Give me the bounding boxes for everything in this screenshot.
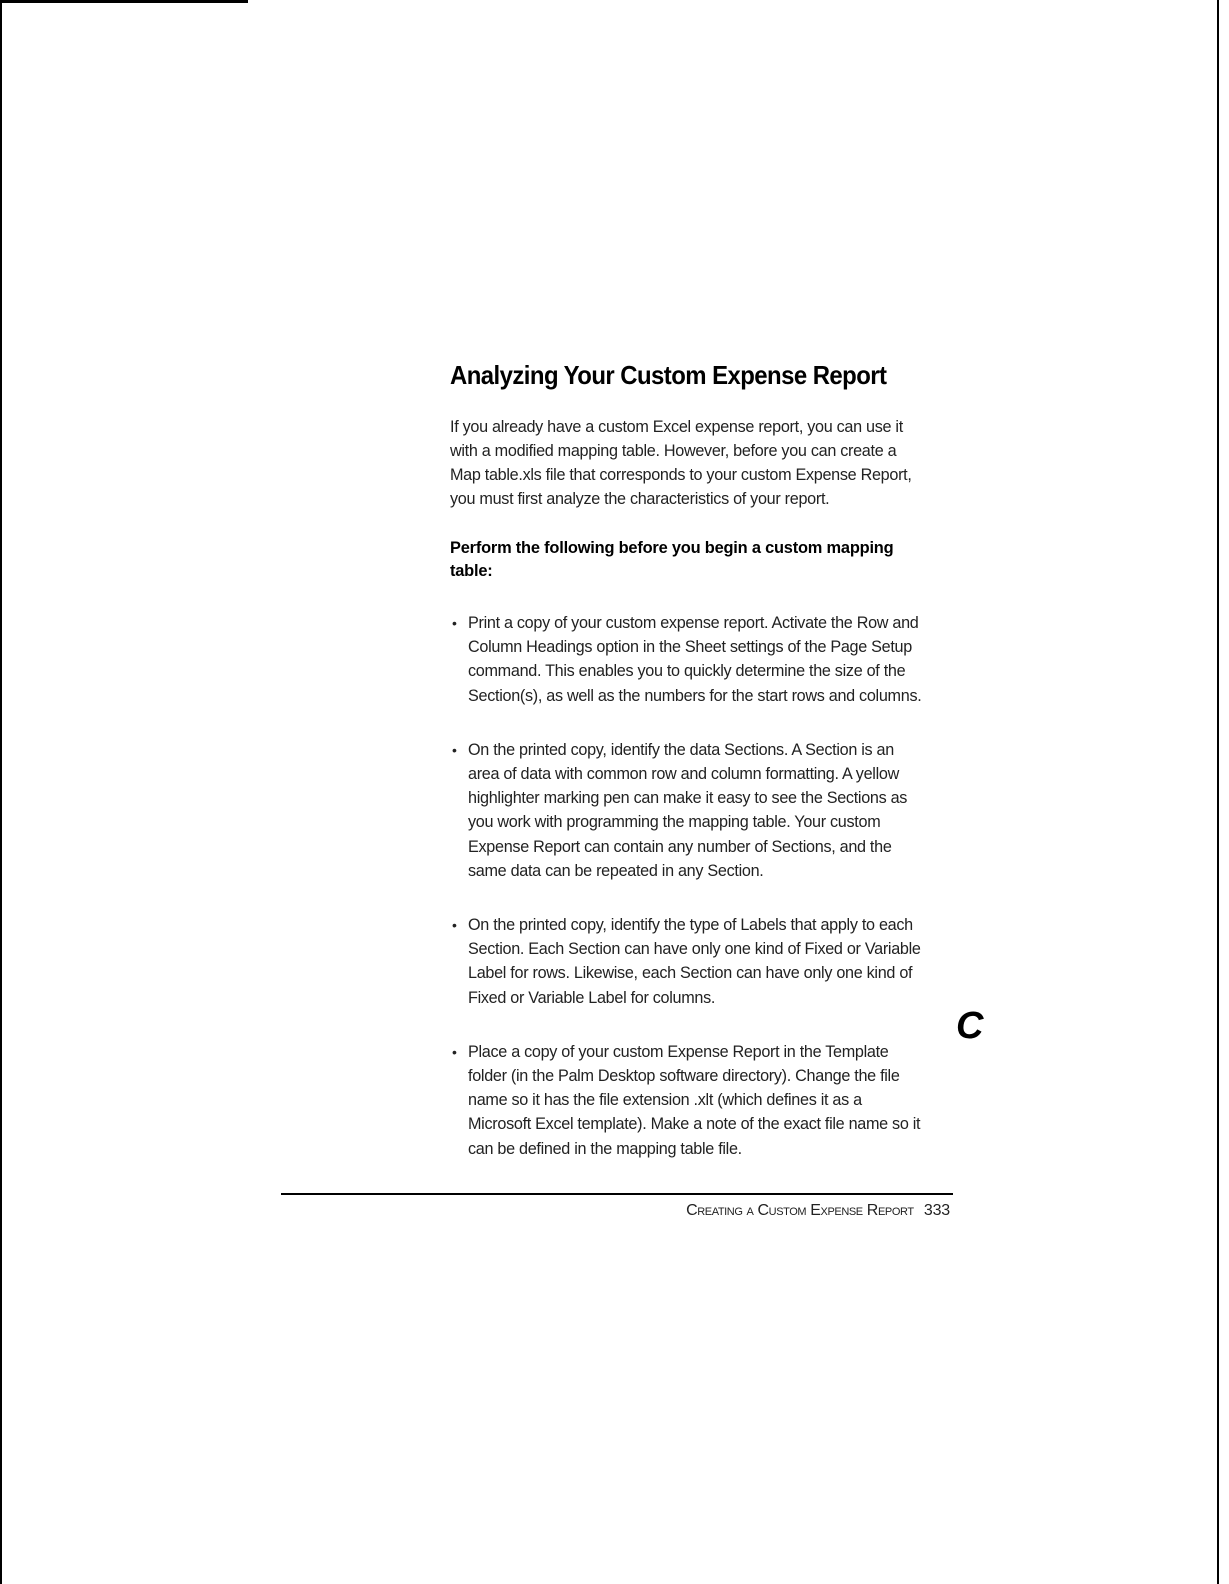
page-border-right	[1217, 0, 1219, 1584]
bullet-icon: •	[452, 741, 457, 758]
bullet-list	[450, 611, 925, 1161]
list-item-text: On the printed copy, identify the data Sections. A Section is an area of data with common row and column formatting. A yellow highlighter marking pen can make it easy to see the Sections as you work with programming the mapping table. Your custom Expense Report can contain any number of Sections, and the same data can be repeated in any Section.	[468, 740, 908, 880]
appendix-tab-letter: C	[956, 1005, 984, 1047]
list-item	[450, 611, 925, 708]
footer-rule	[281, 1193, 953, 1195]
running-title: Creating a Custom Expense Report	[686, 1202, 914, 1219]
main-content	[450, 360, 925, 1191]
page-title: Analyzing Your Custom Expense Report	[450, 360, 887, 390]
scan-edge-line	[0, 0, 248, 3]
list-item	[450, 738, 925, 883]
bullet-icon: •	[452, 615, 457, 631]
bullet-icon: •	[452, 917, 457, 934]
list-item	[450, 913, 925, 1010]
section-subheading: Perform the following before you begin a custom mapping table:	[450, 539, 894, 580]
list-item-text: Print a copy of your custom expense report. Activate the Row and Column Headings option in the Sheet settings of the Page Setup command. This enables you to quickly determine the size of the Section(s), as well as the numbers for the start rows and columns.	[468, 614, 922, 705]
page-footer	[560, 1202, 950, 1220]
page-number: 333	[923, 1202, 950, 1219]
list-item-text: On the printed copy, identify the type of Labels that apply to each Section. Each Section can have only one kind of Fixed or Variable Label for rows. Likewise, each Section can have only one kind of Fixed or Variable Label for columns.	[468, 916, 921, 1007]
bullet-icon: •	[452, 1043, 457, 1060]
intro-paragraph: If you already have a custom Excel expense report, you can use it with a modified mapping table. However, before you can create a Map table.xls file that corresponds to your custom Expense Report, you must first analyze the characteristics of your report.	[450, 418, 912, 508]
list-item-text: Place a copy of your custom Expense Report in the Template folder (in the Palm Desktop software directory). Change the file name so it has the file extension .xlt (which defines it as a Microsoft Excel template). Make a note of the exact file name so it can be defined in the mapping table file.	[468, 1042, 921, 1158]
page-border-left	[0, 0, 2, 1584]
list-item	[450, 1040, 925, 1161]
